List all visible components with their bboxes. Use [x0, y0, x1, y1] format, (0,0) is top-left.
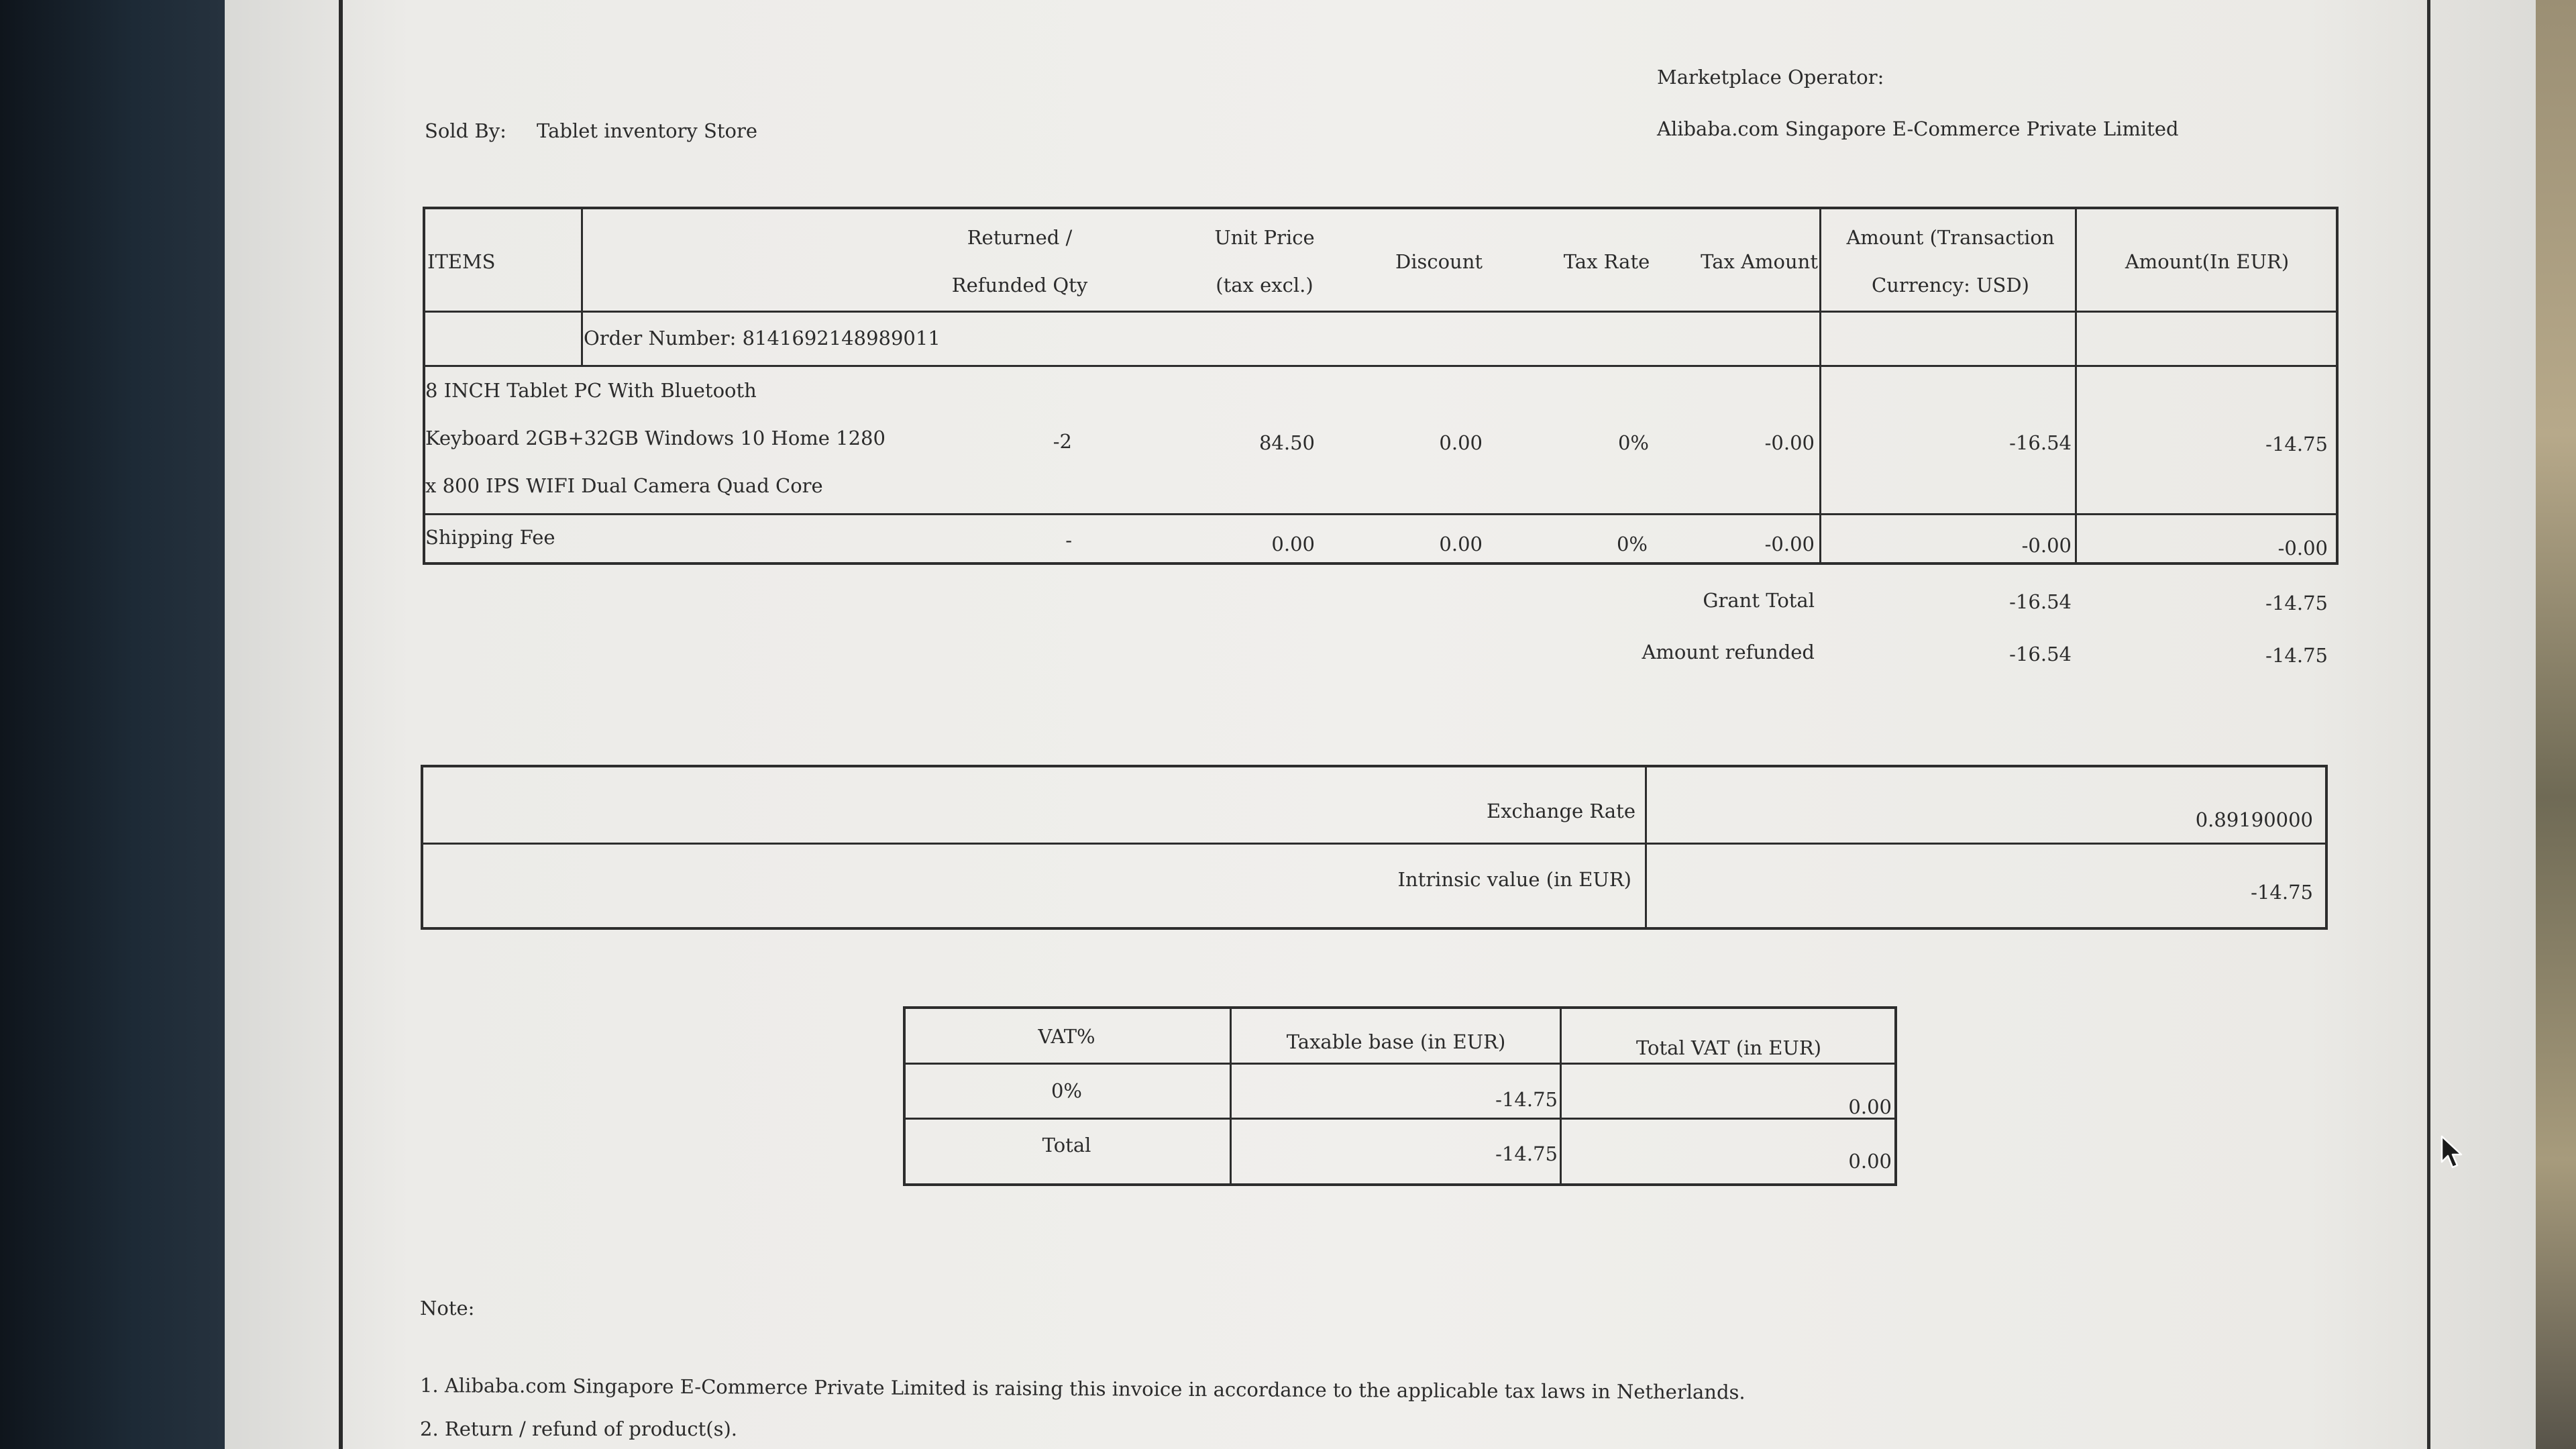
monitor-bezel-left [0, 0, 225, 1449]
exchange-rate-label: Exchange Rate [1487, 800, 1635, 822]
exchange-col-divider [1645, 765, 1647, 930]
vat-header-percent: VAT% [1038, 1025, 1095, 1048]
shipping-amount-usd: -0.00 [2021, 534, 2072, 557]
shipping-qty: - [1065, 529, 1072, 551]
marketplace-operator-label: Marketplace Operator: [1657, 66, 1884, 89]
vat-row-base: -14.75 [1495, 1088, 1558, 1111]
mouse-cursor-icon [2439, 1135, 2466, 1170]
tax-rate-header: Tax Rate [1563, 250, 1650, 273]
amount-usd-header-line1: Amount (Transaction [1846, 226, 2055, 249]
background-scenery [2536, 0, 2576, 1449]
items-col-divider [581, 207, 583, 366]
page-border-left [339, 0, 343, 1449]
product-discount: 0.00 [1439, 431, 1483, 454]
amount-eur-header: Amount(In EUR) [2125, 250, 2290, 273]
grant-total-usd: -16.54 [2009, 590, 2072, 613]
vat-header-base: Taxable base (in EUR) [1286, 1030, 1506, 1053]
note-item-2: 2. Return / refund of product(s). [420, 1417, 738, 1440]
amount-refunded-usd: -16.54 [2009, 643, 2072, 665]
sold-by-value: Tablet inventory Store [537, 119, 758, 142]
usd-col-divider [2075, 207, 2077, 565]
note-title: Note: [420, 1297, 475, 1320]
shipping-discount: 0.00 [1439, 533, 1483, 555]
grant-total-label: Grant Total [1703, 589, 1815, 612]
order-number: Order Number: 8141692148989011 [584, 327, 941, 350]
shipping-desc: Shipping Fee [425, 526, 555, 549]
exchange-rate-value: 0.89190000 [2195, 808, 2313, 831]
product-desc-line3: x 800 IPS WIFI Dual Camera Quad Core [425, 474, 823, 497]
qty-header-line1: Returned / [967, 226, 1073, 249]
amount-usd-header-line2: Currency: USD) [1872, 274, 2029, 297]
exchange-table-border [421, 765, 2328, 930]
shipping-tax-amount: -0.00 [1764, 533, 1815, 555]
product-desc-line1: 8 INCH Tablet PC With Bluetooth [425, 379, 757, 402]
tax-amount-col-divider [1819, 207, 1821, 565]
qty-header-line2: Refunded Qty [951, 274, 1088, 297]
shipping-tax-rate: 0% [1616, 533, 1648, 555]
vat-row-total: 0.00 [1848, 1095, 1892, 1118]
vat-total-base: -14.75 [1495, 1142, 1558, 1165]
vat-header-divider [903, 1063, 1897, 1065]
product-row-divider [423, 513, 2339, 515]
product-desc-line2: Keyboard 2GB+32GB Windows 10 Home 1280 [425, 427, 885, 449]
discount-header: Discount [1395, 250, 1483, 273]
product-amount-usd: -16.54 [2009, 431, 2072, 454]
order-row-divider [423, 365, 2339, 367]
shipping-unit-price: 0.00 [1271, 533, 1315, 555]
exchange-row-divider [421, 843, 2328, 845]
page-border-right [2427, 0, 2430, 1449]
items-header-divider [423, 311, 2339, 313]
tax-amount-header: Tax Amount [1701, 250, 1818, 273]
product-tax-amount: -0.00 [1764, 431, 1815, 454]
vat-col-divider-1 [1230, 1006, 1232, 1186]
unit-price-header-line2: (tax excl.) [1216, 274, 1313, 297]
vat-row-rate: 0% [1051, 1079, 1082, 1102]
sold-by-label: Sold By: [425, 119, 506, 142]
marketplace-operator-value: Alibaba.com Singapore E-Commerce Private Limited [1657, 117, 2179, 140]
product-unit-price: 84.50 [1258, 431, 1315, 454]
note-item-1: 1. Alibaba.com Singapore E-Commerce Private Limited is raising this invoice in accordance to the applicable tax laws in Netherlands. [419, 1374, 1746, 1404]
items-header: ITEMS [427, 250, 496, 273]
vat-total-label: Total [1042, 1134, 1091, 1157]
product-amount-eur: -14.75 [2265, 433, 2328, 455]
amount-refunded-label: Amount refunded [1642, 641, 1815, 663]
vat-total-total: 0.00 [1848, 1150, 1892, 1173]
product-tax-rate: 0% [1617, 431, 1649, 454]
product-qty: -2 [1053, 430, 1072, 453]
intrinsic-value-amount: -14.75 [2251, 881, 2313, 904]
grant-total-eur: -14.75 [2265, 592, 2328, 614]
unit-price-header-line1: Unit Price [1214, 226, 1315, 249]
amount-refunded-eur: -14.75 [2265, 644, 2328, 667]
vat-header-total: Total VAT (in EUR) [1635, 1036, 1822, 1059]
vat-col-divider-2 [1560, 1006, 1562, 1186]
intrinsic-value-label: Intrinsic value (in EUR) [1397, 868, 1631, 891]
shipping-amount-eur: -0.00 [2277, 537, 2328, 559]
